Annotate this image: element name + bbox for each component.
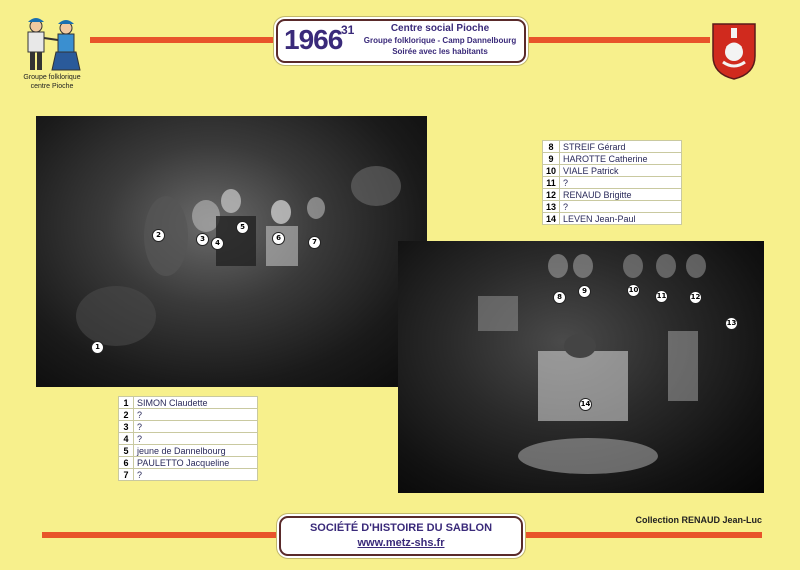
names-row-number: 12 — [543, 189, 560, 201]
names-row-name: ? — [134, 409, 258, 421]
page-title: Centre social Pioche — [390, 23, 490, 34]
title-box — [276, 19, 526, 63]
photo-1-marker: 3 — [196, 233, 209, 246]
photo-1-marker: 1 — [91, 341, 104, 354]
photo-2-marker: 13 — [725, 317, 738, 330]
names-row-number: 8 — [543, 141, 560, 153]
photo-2 — [398, 241, 764, 493]
city-crest — [711, 22, 757, 80]
names-row-number: 3 — [119, 421, 134, 433]
names-row-name: ? — [134, 421, 258, 433]
names-table-right — [542, 140, 682, 225]
photo-1-marker: 2 — [152, 229, 165, 242]
photo-2-marker: 12 — [689, 291, 702, 304]
names-row-number: 2 — [119, 409, 134, 421]
names-row — [543, 213, 682, 225]
year: 1966 — [284, 24, 343, 55]
names-row-number: 14 — [543, 213, 560, 225]
names-row — [119, 433, 258, 445]
names-row-number: 9 — [543, 153, 560, 165]
names-row-name: jeune de Dannelbourg — [134, 445, 258, 457]
page-subtitle: Groupe folklorique - Camp Dannelbourg — [363, 36, 517, 45]
names-row-number: 1 — [119, 397, 134, 409]
society-name: SOCIÉTÉ D'HISTOIRE DU SABLON — [309, 522, 493, 534]
names-row-name: VIALE Patrick — [560, 165, 682, 177]
names-row — [119, 397, 258, 409]
names-row-name: PAULETTO Jacqueline — [134, 457, 258, 469]
photo-2-marker: 14 — [579, 398, 592, 411]
footer-bar-left — [42, 532, 278, 538]
names-row — [119, 457, 258, 469]
names-row — [119, 469, 258, 481]
names-row-number: 5 — [119, 445, 134, 457]
logo-caption-line1: Groupe folklorique — [23, 74, 81, 81]
names-row-name: ? — [560, 201, 682, 213]
names-row — [543, 189, 682, 201]
names-row — [543, 201, 682, 213]
names-row-name: ? — [560, 177, 682, 189]
photo-2-scene — [398, 241, 764, 493]
names-row-number: 7 — [119, 469, 134, 481]
footer-bar-right — [520, 532, 762, 538]
names-row-name: ? — [134, 469, 258, 481]
names-row — [543, 153, 682, 165]
header-bar-left — [90, 37, 276, 43]
photo-2-marker: 9 — [578, 285, 591, 298]
folk-group-logo — [18, 16, 88, 74]
logo-caption — [14, 73, 90, 91]
photo-2-marker: 11 — [655, 290, 668, 303]
city-crest-icon — [711, 22, 757, 80]
names-row — [119, 409, 258, 421]
header-bar-right — [524, 37, 710, 43]
names-row-name: HAROTTE Catherine — [560, 153, 682, 165]
photo-2-marker: 10 — [627, 284, 640, 297]
names-row — [543, 165, 682, 177]
names-row-name: ? — [134, 433, 258, 445]
names-row-number: 6 — [119, 457, 134, 469]
names-table-left — [118, 396, 258, 481]
footer-box — [279, 516, 523, 556]
names-row-name: RENAUD Brigitte — [560, 189, 682, 201]
names-row-number: 13 — [543, 201, 560, 213]
names-row — [119, 445, 258, 457]
sheet-number: 31 — [341, 23, 355, 37]
photo-1-marker: 4 — [211, 237, 224, 250]
names-row-name: LEVEN Jean-Paul — [560, 213, 682, 225]
photo-1-marker: 7 — [308, 236, 321, 249]
names-row-name: STREIF Gérard — [560, 141, 682, 153]
collection-credit: Collection RENAUD Jean-Luc — [635, 515, 762, 525]
folk-dancers-logo-icon — [18, 16, 88, 74]
photo-1 — [36, 116, 427, 387]
logo-caption-line2: centre Pioche — [30, 83, 74, 90]
names-row-number: 4 — [119, 433, 134, 445]
names-row — [543, 177, 682, 189]
names-row — [119, 421, 258, 433]
names-row-name: SIMON Claudette — [134, 397, 258, 409]
page-subtitle-2: Soirée avec les habitants — [392, 47, 488, 56]
names-row-number: 10 — [543, 165, 560, 177]
names-row — [543, 141, 682, 153]
names-row-number: 11 — [543, 177, 560, 189]
photo-2-marker: 8 — [553, 291, 566, 304]
photo-1-marker: 6 — [272, 232, 285, 245]
website-link[interactable]: www.metz-shs.fr — [357, 537, 445, 549]
photo-1-marker: 5 — [236, 221, 249, 234]
